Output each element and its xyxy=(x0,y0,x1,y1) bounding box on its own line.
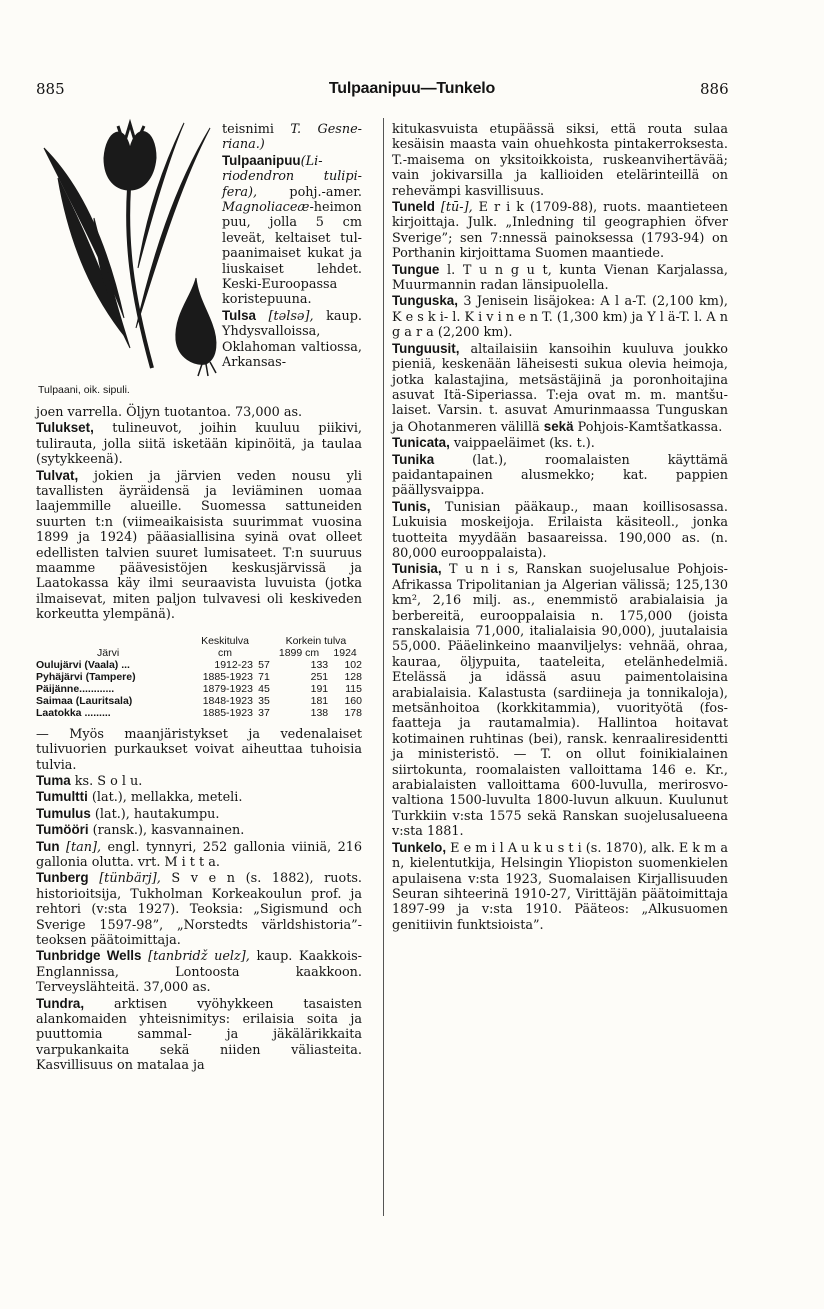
table-cell-avg: 57 xyxy=(258,658,270,671)
left-column-main xyxy=(36,405,362,1074)
entry-paragraph: Tun [tan], engl. tynnyri, 252 gallonia viiniä, 216 gallonia olutta. vrt. M i t t a. xyxy=(36,838,362,870)
table-cell-y1899: 181 xyxy=(310,694,329,707)
column-divider xyxy=(383,118,384,1216)
table-cell-y1899: 138 xyxy=(310,706,329,719)
table-cell-years: 1885-1923 xyxy=(202,706,253,719)
left-column-text-before-table xyxy=(36,405,362,623)
table-cell-avg: 45 xyxy=(258,682,270,695)
entry-paragraph: Tulsa [təlsə], kaup. Yhdysvalloissa, Oklahoman valtiossa, Arkansas- xyxy=(222,307,362,371)
entry-paragraph: Tunika (lat.), roomalaisten käyttämä paidantapainen alusmekko; kat. pappien päällysvaippa. xyxy=(392,451,728,499)
entry-paragraph: Tulukset, tulineuvot, joihin kuuluu piikivi, tulirauta, jolla siitä isketään kipinöitä, ja taulaa (sytykkeenä). xyxy=(36,420,362,468)
entry-paragraph: Tunisia, T u n i s, Ranskan suojelusalue Pohjois-Afrikassa Tripolitanian ja Algerian välissä; 125,130 km², 2,16 milj. as., enemmistö arabialaisia ja berbereitä, eurooppalaisia n. 175,000 (joista ranskalaisia 71,000, italialaisia 90,000), juutalaisia 55,000. Pääelinkeino maanviljelys: vehnää, ohraa, kauraa, öljypuita, taateleita, etelänhedelmiä. Etelässä ja idässä asuu paimentolaisina arabialaisia. Kalastusta (sardiineja ja tonnikaloja), metsänhoitoa (korkkitammia), vuorityötä (fosfaatteja ja rautamalmia). Hallintoa hoitavat kotimainen ruhtinas (bei), ransk. kenraaliresidentti ja ministeristö. — T. on ollut foinikialainen siirtokunta, roomalaisten valloittama 146 e. Kr., arabialaisten valloittama 600-luvulla, merirosvovaltiona 1500-luvulta 1800-luvun alkuun. Kuulunut Turkkiin v:sta 1575 sekä Ranskan suojelusalueena v:sta 1881. xyxy=(392,561,728,840)
entry-paragraph: kitukasvuista etupäässä siksi, että routa sulaa kesäisin maasta vain ohuehkosta pintakerroksesta. T.-maisema on yksitoikkoista, ruskeanvihertävää; vain jokivarsilla ja kallioiden etelärinteillä on rehevämpi kasvillisuus. xyxy=(392,122,728,199)
page-number-right: 886 xyxy=(700,80,729,98)
table-cell-avg: 37 xyxy=(258,706,270,719)
table-cell-lake: Oulujärvi (Vaala) ... xyxy=(36,658,130,671)
entry-paragraph: Tunbridge Wells [tanbridž uelz], kaup. Kaakkois-Englannissa, Lontoosta kaakkoon. Terveyslähteitä. 37,000 as. xyxy=(36,948,362,996)
entry-paragraph: Tulvat, jokien ja järvien veden nousu yli tavallisten äyräidensä ja leviäminen uomaa laajemmille alueille. Suomessa sattuneiden suurten t:n (viimeaikaisista suurimmat vuosina 1899 ja 1924) pääasiallisina syinä ovat olleet edellisten talvien suuret lumisateet. T:n suuruus maamme päävesistöjen keskusjärvissä ja Laatokassa käy ilmi seuraavista luvuista (jotka ilmaisevat, miten paljon tulvavesi oli keskiveden korkeutta ylempänä). xyxy=(36,467,362,623)
table-body xyxy=(36,659,362,719)
table-cell-lake: Laatokka ......... xyxy=(36,706,111,719)
table-cell-years: 1885-1923 xyxy=(202,670,253,683)
table-header-1899: 1899 cm xyxy=(278,646,320,659)
page-number-left: 885 xyxy=(36,80,65,98)
table-cell-y1899: 133 xyxy=(310,658,329,671)
right-column xyxy=(392,122,728,933)
table-cell-y1924: 115 xyxy=(345,682,362,695)
table-cell-years: 1848-1923 xyxy=(202,694,253,707)
table-row xyxy=(36,671,362,683)
table-cell-y1924: 102 xyxy=(344,658,362,671)
entry-paragraph: Tumulus (lat.), hautakumpu. xyxy=(36,805,220,822)
table-cell-y1899: 191 xyxy=(310,682,329,695)
entry-paragraph: Tunis, Tunisian pääkaup., maan koillisosassa. Lukuisia moskeijoja. Erilaista käsiteoll., jonka tuotteita myydään basaareissa. 190,000 as. (n. 80,000 eurooppalaista). xyxy=(392,498,728,561)
left-column-text-after-table xyxy=(36,727,362,1074)
illustration-caption: Tulpaani, oik. sipuli. xyxy=(38,384,130,396)
entry-paragraph: Tunguska, 3 Jenisein lisäjokea: A l a-T. (2,100 km), K e s k i- l. K i v i n e n T. (1,300 km) ja Y l ä-T. l. A n g a r a (2,200 km). xyxy=(392,293,728,341)
entry-paragraph: Tunicata, vaippaeläimet (ks. t.). xyxy=(392,435,595,452)
entry-paragraph: Tunguusit, altailaisiin kansoihin kuuluva joukko pieniä, keskenään läheisesti sukua olevia heimoja, jotka kalastajina, metsästäjinä ja poronhoitajina asuvat Itä-Siperiassa. T:eja ovat m. m. mantšulaiset. Varsin. t. asuvat Amurinmaassa Tunguskan ja Ohotanmeren välillä sekä Pohjois-Kamtšatkassa. xyxy=(392,340,728,435)
running-title: Tulpaanipuu—Tunkelo xyxy=(328,80,496,97)
entry-paragraph: Tumultti (lat.), mellakka, meteli. xyxy=(36,789,243,806)
entry-paragraph: teisnimi T. Gesneriana.) xyxy=(222,122,362,153)
table-cell-y1899: 251 xyxy=(310,670,329,683)
table-cell-lake: Pyhäjärvi (Tampere) xyxy=(36,670,136,683)
entry-paragraph: Tuneld [tū-], E r i k (1709-88), ruots. maantieteen kirjoittaja. Julk. „Inledning til geographien öfver Sverige”; sen 7:nnessä painoksessa (1793-94) on Porthanin kirjoittama Suomen maantiede. xyxy=(392,199,728,262)
table-cell-y1924: 128 xyxy=(344,670,362,683)
table-header-1924: 1924 xyxy=(333,646,357,659)
entry-paragraph: Tungue l. T u n g u t, kunta Vienan Karjalassa, Muurmannin radan länsipuolella. xyxy=(392,261,728,294)
table-row xyxy=(36,659,362,671)
left-column-top xyxy=(222,122,362,371)
table-header-avg-unit: cm xyxy=(218,646,233,659)
entry-paragraph: Tumööri (ransk.), kasvannainen. xyxy=(36,822,245,839)
table-cell-years: 1879-1923 xyxy=(202,682,253,695)
entry-paragraph: Tunberg [tünbärj], S v e n (s. 1882), ruots. historioitsija, Tukholman Korkeakoulun prof. ja rehtori (v:sta 1927). Teoksia: „Sigismund och Sverige 1597-98”, „Norstedts världshistoria”-teoksen päätoimittaja. xyxy=(36,870,362,948)
entry-paragraph: Tunkelo, E e m i l A u k u s t i (s. 1870), alk. E k m a n, kielentutkija, Helsingin Yliopiston suomenkielen apulaisena v:sta 1923, Suomalaisen Kirjallisuuden Seuran sihteerinä 1910-27, Virittäjän päätoimittaja 1897-99 ja v:sta 1910. Pääteos: „Alkusuomen genitiivin funktsioista”. xyxy=(392,839,728,933)
flood-table xyxy=(36,635,362,719)
table-cell-lake: Saimaa (Lauritsala) xyxy=(36,694,133,707)
table-header-lake: Järvi xyxy=(97,646,120,659)
table-header-avg: Keskitulva xyxy=(201,634,249,647)
table-cell-avg: 71 xyxy=(258,670,270,683)
table-row xyxy=(36,683,362,695)
tulip-illustration xyxy=(34,118,218,378)
entry-paragraph: Tuma ks. S o l u. xyxy=(36,772,143,789)
entry-paragraph: Tundra, arktisen vyöhykkeen tasaisten alankomaiden yhteisnimitys: erilaisia soita ja puuttomia sammal- ja jäkälärikkaita varpukankaita sekä niiden väliasteita. Kasvillisuus on matalaa ja xyxy=(36,995,362,1074)
table-cell-lake: Päijänne............ xyxy=(36,682,115,695)
table-row xyxy=(36,695,362,707)
table-row xyxy=(36,707,362,719)
entry-paragraph: — Myös maanjäristykset ja vedenalaiset tulivuorien purkaukset voivat aiheuttaa tuhoisia tulvia. xyxy=(36,726,362,773)
entry-paragraph: joen varrella. Öljyn tuotantoa. 73,000 as. xyxy=(36,405,303,420)
entry-paragraph: Tulpaanipuu(Liriodendron tulipifera), pohj.-amer. Magnoliaceæ-heimon puu, jolla 5 cm leveät, keltaiset tulpaanimaiset kukat ja liuskaiset lehdet. Keski-Euroopassa koristepuuna. xyxy=(222,152,362,308)
table-cell-avg: 35 xyxy=(258,694,270,707)
table-cell-years: 1912-23 xyxy=(214,658,253,671)
table-header-max: Korkein tulva xyxy=(285,634,347,647)
table-cell-y1924: 160 xyxy=(344,694,362,707)
table-cell-y1924: 178 xyxy=(344,706,362,719)
